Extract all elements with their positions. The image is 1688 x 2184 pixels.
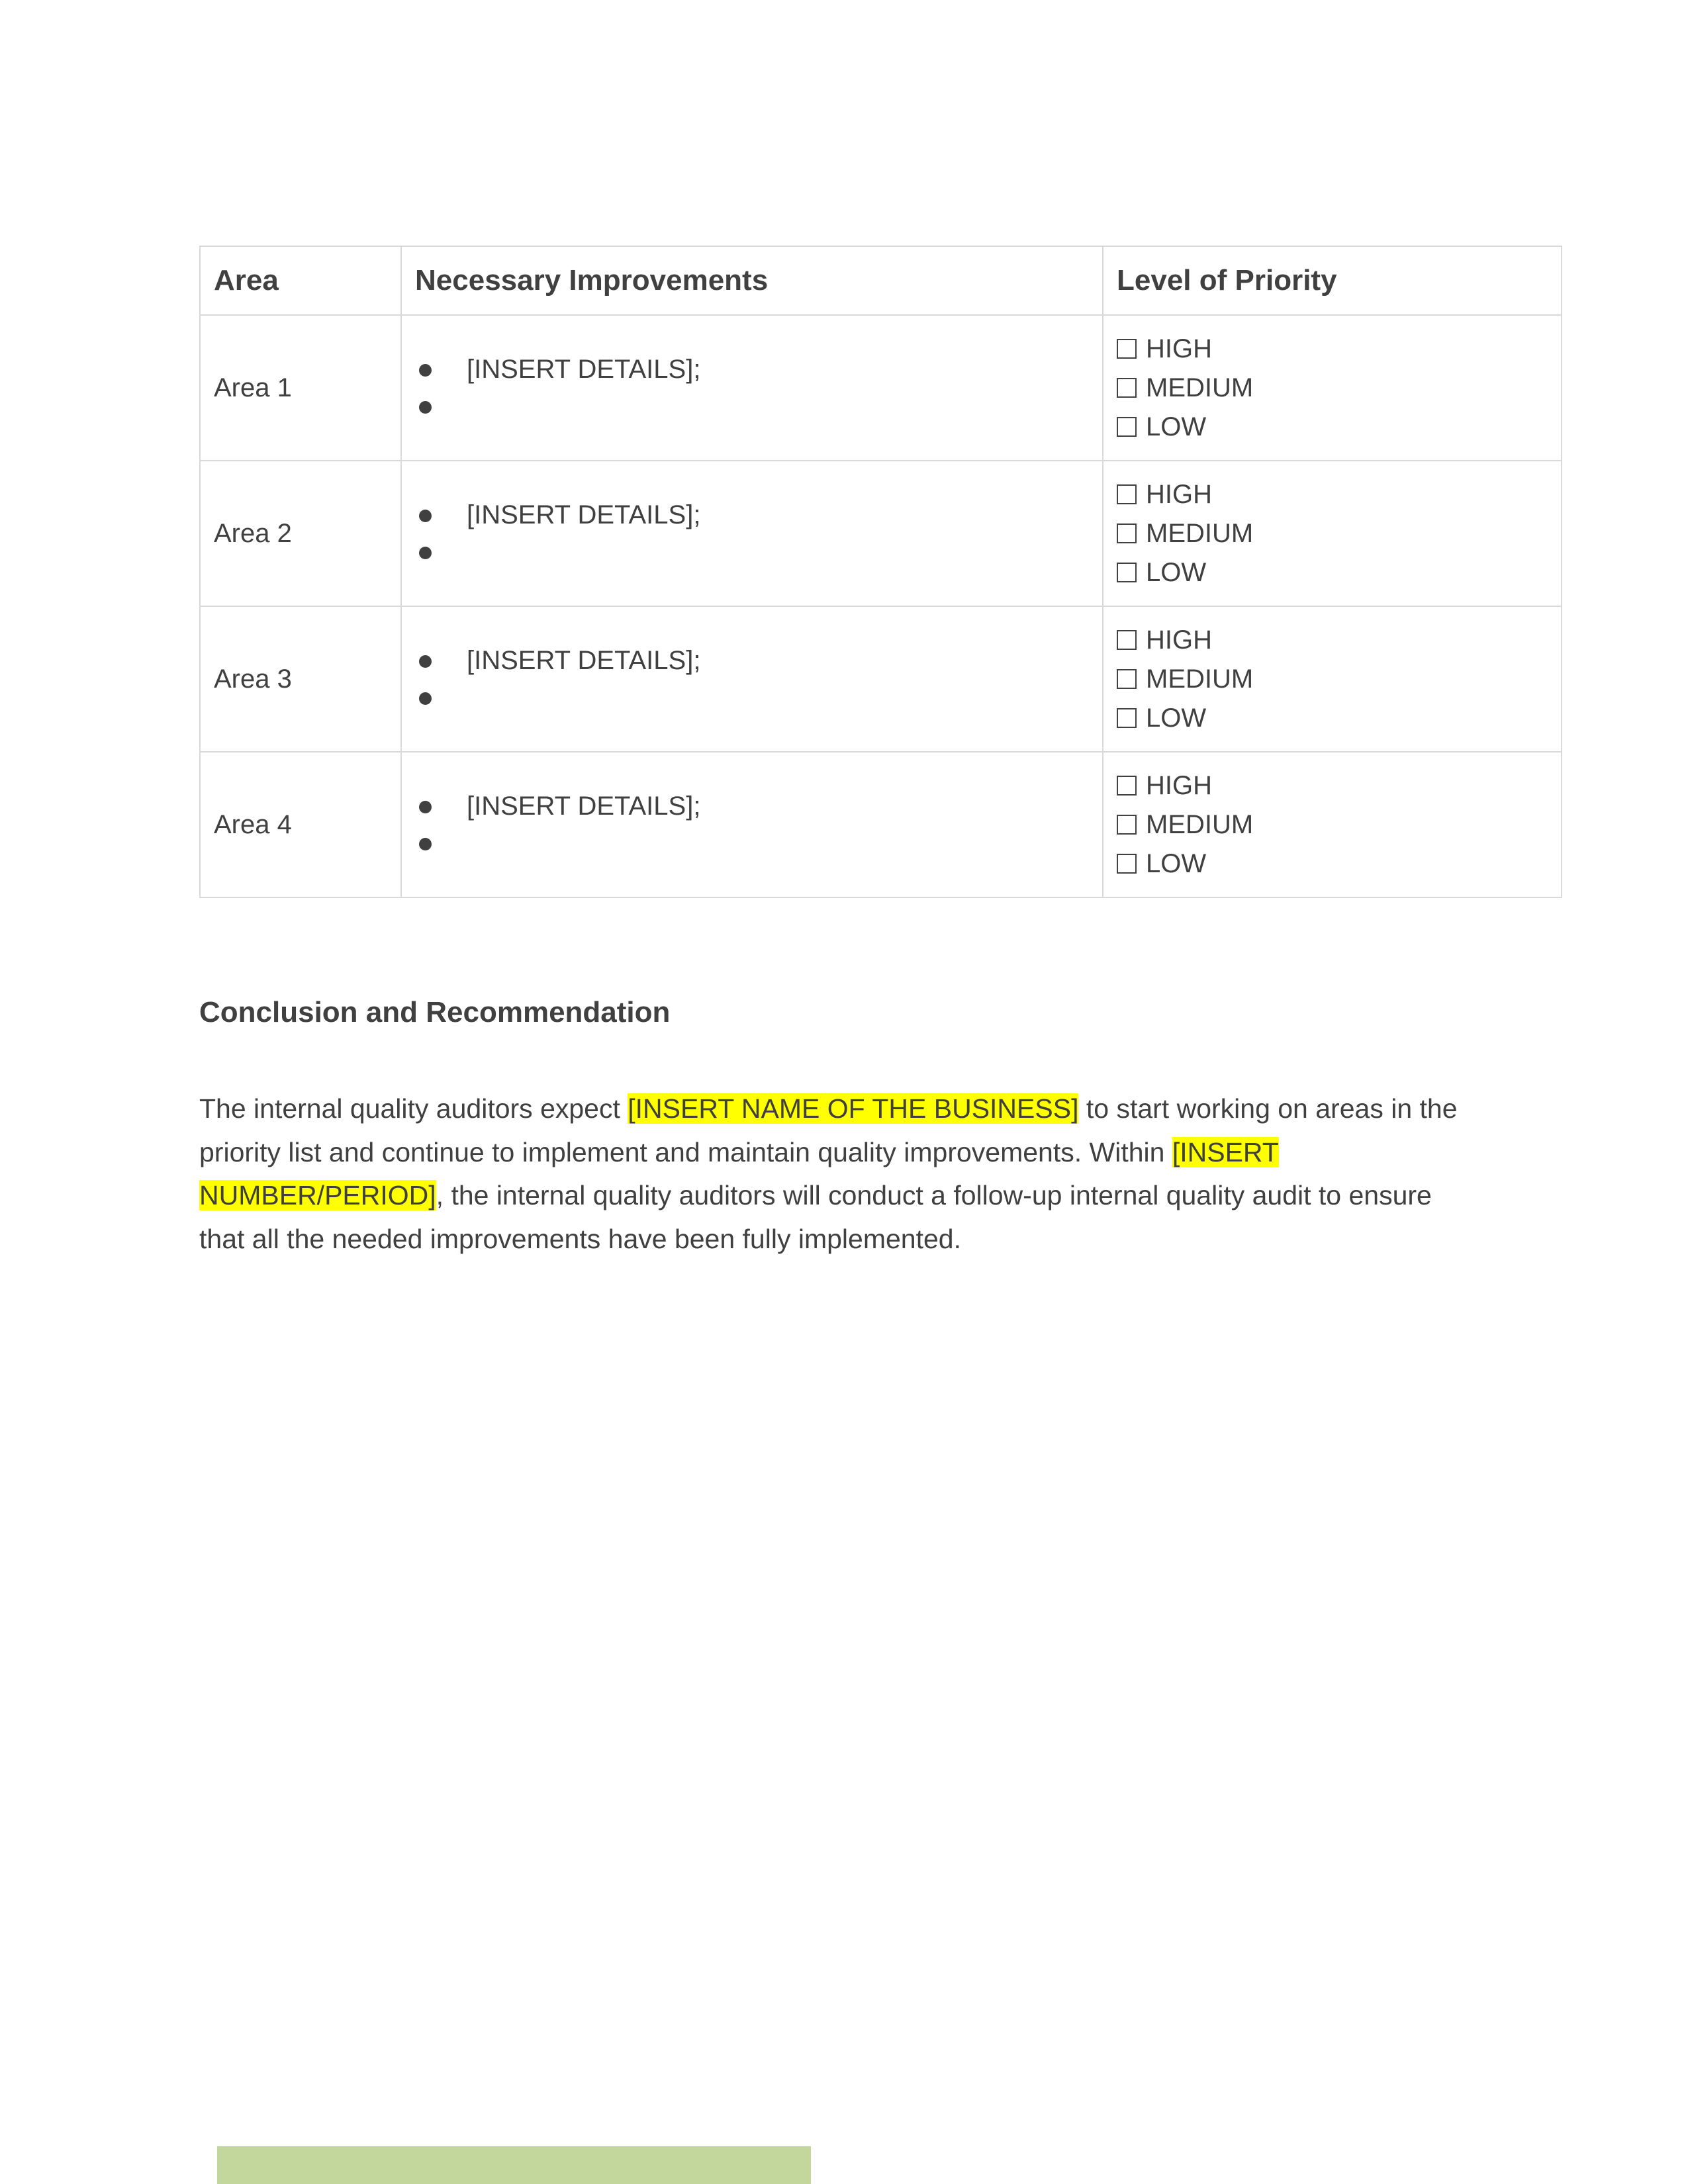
list-item[interactable] [415, 642, 1089, 679]
priority-option-low[interactable] [1117, 553, 1548, 592]
detail-text: [INSERT DETAILS]; [467, 355, 701, 384]
list-item[interactable] [415, 388, 1089, 425]
checkbox-icon[interactable] [1117, 563, 1137, 582]
bullet-icon [419, 655, 432, 668]
list-item[interactable] [415, 825, 1089, 862]
checkbox-icon[interactable] [1117, 854, 1137, 874]
priority-option-high[interactable] [1117, 330, 1548, 369]
list-item[interactable] [415, 496, 1089, 533]
header-area: Area [200, 246, 401, 315]
bullet-icon [419, 801, 432, 813]
conclusion-heading: Conclusion and Recommendation [199, 996, 671, 1028]
priority-label: HIGH [1146, 770, 1212, 800]
checkbox-icon[interactable] [1117, 708, 1137, 728]
table-row [200, 461, 1562, 606]
header-level-of-priority: Level of Priority [1103, 246, 1562, 315]
priority-options [1117, 330, 1548, 447]
improvements-list [415, 788, 1089, 862]
improvements-cell [401, 315, 1103, 461]
priority-option-medium[interactable] [1117, 369, 1548, 408]
improvements-cell [401, 752, 1103, 897]
priority-option-high[interactable] [1117, 621, 1548, 660]
bullet-icon [419, 510, 432, 522]
list-item[interactable] [415, 679, 1089, 716]
checkbox-icon[interactable] [1117, 669, 1137, 689]
bullet-icon [419, 547, 432, 559]
bullet-icon [419, 692, 432, 705]
conclusion-paragraph [199, 1087, 1483, 1261]
detail-text: [INSERT DETAILS]; [467, 500, 701, 529]
area-cell: Area 4 [200, 752, 401, 897]
priority-label: MEDIUM [1146, 373, 1254, 402]
checkbox-icon[interactable] [1117, 484, 1137, 504]
priority-option-low[interactable] [1117, 699, 1548, 738]
detail-text: [INSERT DETAILS]; [467, 792, 701, 821]
bullet-icon [419, 401, 432, 414]
header-necessary-improvements: Necessary Improvements [401, 246, 1103, 315]
table-row [200, 315, 1562, 461]
priority-label: HIGH [1146, 334, 1212, 363]
bullet-icon [419, 364, 432, 377]
checkbox-icon[interactable] [1117, 339, 1137, 359]
priority-cell [1103, 606, 1562, 752]
priority-label: HIGH [1146, 625, 1212, 655]
improvements-list [415, 642, 1089, 716]
area-cell: Area 3 [200, 606, 401, 752]
area-cell: Area 2 [200, 461, 401, 606]
priority-label: MEDIUM [1146, 809, 1254, 839]
priority-option-high[interactable] [1117, 766, 1548, 805]
footer-accent-bar [217, 2146, 811, 2184]
priority-option-low[interactable] [1117, 844, 1548, 884]
checkbox-icon[interactable] [1117, 523, 1137, 543]
list-item[interactable] [415, 533, 1089, 570]
priority-option-medium[interactable] [1117, 514, 1548, 553]
detail-text: [INSERT DETAILS]; [467, 646, 701, 675]
priority-label: MEDIUM [1146, 518, 1254, 548]
priority-option-high[interactable] [1117, 475, 1548, 514]
paragraph-text: to start working on areas in the priority list and continue to implement and maintain quality improvements. Within [199, 1093, 1458, 1167]
priority-option-low[interactable] [1117, 408, 1548, 447]
table-row [200, 752, 1562, 897]
improvements-priority-table [199, 246, 1562, 898]
priority-label: HIGH [1146, 479, 1212, 509]
list-item[interactable] [415, 351, 1089, 388]
paragraph-text: , the internal quality auditors will conduct a follow-up internal quality audit to ensure that all the needed improvements have been fully implemented. [199, 1180, 1432, 1254]
bullet-icon [419, 838, 432, 850]
checkbox-icon[interactable] [1117, 630, 1137, 650]
checkbox-icon[interactable] [1117, 776, 1137, 796]
priority-option-medium[interactable] [1117, 805, 1548, 844]
list-item[interactable] [415, 788, 1089, 825]
priority-options [1117, 621, 1548, 738]
improvements-list [415, 496, 1089, 570]
table-header-row [200, 246, 1562, 315]
priority-label: MEDIUM [1146, 664, 1254, 694]
checkbox-icon[interactable] [1117, 417, 1137, 437]
improvements-list [415, 351, 1089, 425]
priority-options [1117, 475, 1548, 592]
area-cell: Area 1 [200, 315, 401, 461]
improvements-cell [401, 461, 1103, 606]
table-row [200, 606, 1562, 752]
checkbox-icon[interactable] [1117, 378, 1137, 398]
priority-option-medium[interactable] [1117, 660, 1548, 699]
priority-label: LOW [1146, 848, 1207, 878]
priority-cell [1103, 461, 1562, 606]
checkbox-icon[interactable] [1117, 815, 1137, 835]
business-name-placeholder[interactable]: [INSERT NAME OF THE BUSINESS] [628, 1093, 1079, 1124]
priority-label: LOW [1146, 412, 1207, 441]
priority-options [1117, 766, 1548, 884]
priority-cell [1103, 752, 1562, 897]
priority-label: LOW [1146, 703, 1207, 733]
paragraph-text: The internal quality auditors expect [199, 1093, 628, 1124]
number-period-placeholder[interactable]: [INSERT NUMBER/PERIOD] [199, 1136, 1279, 1210]
priority-cell [1103, 315, 1562, 461]
priority-label: LOW [1146, 557, 1207, 587]
improvements-cell [401, 606, 1103, 752]
